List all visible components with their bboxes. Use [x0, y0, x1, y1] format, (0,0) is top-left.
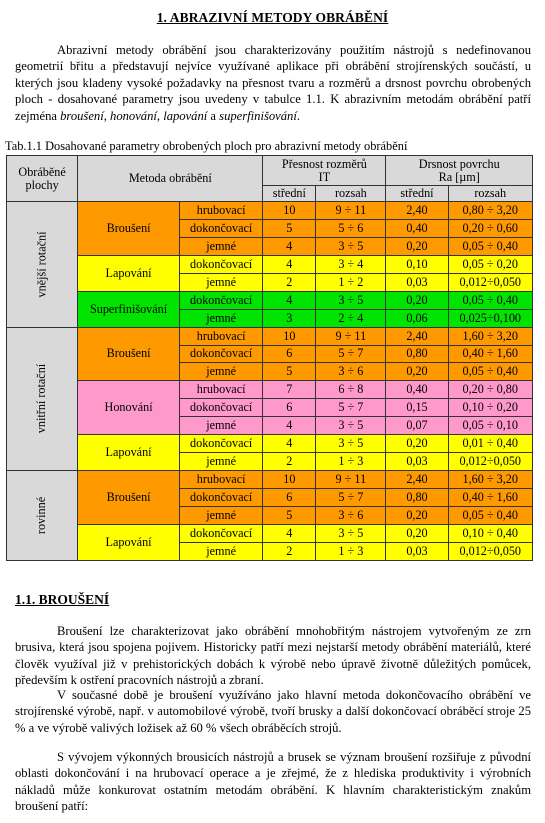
ra-mean-cell: 0,40 [386, 381, 448, 399]
ra-range-cell: 0,20 ÷ 0,60 [448, 219, 533, 237]
ra-mean-cell: 2,40 [386, 202, 448, 220]
ra-mean-cell: 0,03 [386, 453, 448, 471]
it-range-cell: 3 ÷ 6 [316, 506, 386, 524]
method-honovani: honování [110, 108, 157, 123]
it-mean-cell: 4 [263, 417, 316, 435]
it-mean-cell: 4 [263, 237, 316, 255]
method-cell: Broušení [78, 471, 180, 525]
it-range-cell: 3 ÷ 6 [316, 363, 386, 381]
it-range-cell: 6 ÷ 8 [316, 381, 386, 399]
header-surfaces: Obráběné plochy [7, 156, 78, 202]
it-mean-cell: 2 [263, 273, 316, 291]
op-cell: jemné [179, 309, 262, 327]
it-mean-cell: 10 [263, 471, 316, 489]
method-brouseni: broušení [60, 108, 104, 123]
category-label: rovinné [34, 496, 49, 535]
ra-range-cell: 0,05 ÷ 0,10 [448, 417, 533, 435]
it-range-cell: 9 ÷ 11 [316, 471, 386, 489]
op-cell: jemné [179, 273, 262, 291]
ra-mean-cell: 0,03 [386, 542, 448, 560]
intro-separator: a [207, 108, 220, 123]
ra-mean-cell: 0,20 [386, 363, 448, 381]
ra-range-cell: 0,05 ÷ 0,40 [448, 363, 533, 381]
it-range-cell: 2 ÷ 4 [316, 309, 386, 327]
table-row [7, 435, 533, 453]
ra-range-cell: 0,05 ÷ 0,40 [448, 237, 533, 255]
method-cell: Broušení [78, 327, 180, 381]
it-range-cell: 5 ÷ 6 [316, 219, 386, 237]
it-range-cell: 3 ÷ 4 [316, 255, 386, 273]
section-paragraph-2: V současné době je broušení využíváno jako hlavní metoda dokončovacího obrábění ve strojírenské výrobě, např. v automobilové výrobě, tvoří brusky a další dokončovací obráběcí stroje 25 % a ve výrobě valivých ložisek až 60 % všech obráběcích strojů. [15, 688, 531, 735]
section-paragraph-3: S vývojem výkonných brousicích nástrojů a brusek se význam broušení rozšiřuje z původní oblasti dokončování i na hrubovací operace a je zřejmé, že z hlediska produktivity i výrobních nákladů může konkurovat ostatním metodám obrábění. K hlavním charakteristickým znakům broušení patří: [15, 750, 531, 814]
method-lapovani: lapování [163, 108, 208, 123]
it-range-cell: 3 ÷ 5 [316, 524, 386, 542]
it-range-cell: 9 ÷ 11 [316, 202, 386, 220]
ra-mean-cell: 0,03 [386, 273, 448, 291]
header-method: Metoda obrábění [78, 156, 263, 202]
it-mean-cell: 10 [263, 202, 316, 220]
ra-mean-cell: 0,20 [386, 237, 448, 255]
table-row [7, 202, 533, 220]
intro-end: . [296, 108, 300, 123]
op-cell: jemné [179, 453, 262, 471]
ra-range-cell: 0,20 ÷ 0,80 [448, 381, 533, 399]
ra-mean-cell: 0,40 [386, 219, 448, 237]
op-cell: hrubovací [179, 381, 262, 399]
category-label: vnitřní rotační [34, 364, 49, 434]
method-cell: Lapování [78, 255, 180, 291]
ra-range-cell: 0,012÷0,050 [448, 453, 533, 471]
ra-mean-cell: 2,40 [386, 471, 448, 489]
ra-mean-cell: 0,10 [386, 255, 448, 273]
it-mean-cell: 5 [263, 363, 316, 381]
table-row [7, 381, 533, 399]
it-range-cell: 3 ÷ 5 [316, 237, 386, 255]
op-cell: jemné [179, 506, 262, 524]
it-mean-cell: 4 [263, 255, 316, 273]
intro-text: Abrazivní metody obrábění jsou charakterizovány použitím nástrojů s nedefinovanou geometrií břitu a představují nejvíce využívané aplikace při obrábění strojírenských součástí, u kterých jsou kladeny vysoké požadavky na přesnost tvaru a rozměrů a drsnost povrchu obrobených ploch - dosahované parametry jsou uvedeny v tabulce 1.1. K abrazivním metodám obrábění patří zejména [15, 43, 531, 123]
ra-mean-cell: 0,80 [386, 489, 448, 507]
op-cell: dokončovací [179, 435, 262, 453]
method-cell: Lapování [78, 524, 180, 560]
op-cell: hrubovací [179, 471, 262, 489]
header-it-mean: střední [263, 186, 316, 202]
ra-mean-cell: 0,20 [386, 291, 448, 309]
it-mean-cell: 2 [263, 542, 316, 560]
header-precision-unit: IT [318, 169, 331, 184]
it-mean-cell: 4 [263, 435, 316, 453]
header-precision [263, 156, 386, 186]
ra-mean-cell: 0,20 [386, 435, 448, 453]
it-range-cell: 1 ÷ 2 [316, 273, 386, 291]
it-range-cell: 1 ÷ 3 [316, 453, 386, 471]
ra-range-cell: 1,60 ÷ 3,20 [448, 471, 533, 489]
section-paragraph-1: Broušení lze charakterizovat jako obrábění mnohobřitým nástrojem vytvořeným ze zrn brusiva, která jsou spojena pojivem. Historicky patří mezi nejstarší metody obrábění materiálů, které člověk využíval již v prehistorických dobách k výrobě nebo úpravě životně důležitých pomůcek, především k ostření pracovních nástrojů a zbraní. [15, 624, 531, 688]
it-mean-cell: 6 [263, 489, 316, 507]
method-cell: Lapování [78, 435, 180, 471]
table-row [7, 471, 533, 489]
section-title: 1.1. BROUŠENÍ [15, 592, 110, 607]
method-cell: Broušení [78, 202, 180, 256]
header-precision-label: Přesnost rozměrů [281, 156, 367, 171]
category-rovinne [7, 471, 78, 561]
op-cell: dokončovací [179, 345, 262, 363]
it-range-cell: 9 ÷ 11 [316, 327, 386, 345]
it-range-cell: 3 ÷ 5 [316, 291, 386, 309]
ra-mean-cell: 0,15 [386, 399, 448, 417]
header-ra-range: rozsah [448, 186, 533, 202]
op-cell: jemné [179, 237, 262, 255]
op-cell: hrubovací [179, 202, 262, 220]
ra-range-cell: 1,60 ÷ 3,20 [448, 327, 533, 345]
op-cell: jemné [179, 542, 262, 560]
it-mean-cell: 6 [263, 345, 316, 363]
it-mean-cell: 5 [263, 506, 316, 524]
method-superfinisovani: superfinišování [219, 108, 297, 123]
ra-mean-cell: 0,20 [386, 524, 448, 542]
ra-mean-cell: 0,06 [386, 309, 448, 327]
header-ra-mean: střední [386, 186, 448, 202]
table-row [7, 327, 533, 345]
ra-range-cell: 0,025÷0,100 [448, 309, 533, 327]
ra-range-cell: 0,05 ÷ 0,40 [448, 291, 533, 309]
method-cell: Honování [78, 381, 180, 435]
it-mean-cell: 10 [263, 327, 316, 345]
it-mean-cell: 4 [263, 524, 316, 542]
ra-range-cell: 0,05 ÷ 0,40 [448, 506, 533, 524]
ra-range-cell: 0,40 ÷ 1,60 [448, 345, 533, 363]
table-row [7, 291, 533, 309]
it-range-cell: 1 ÷ 3 [316, 542, 386, 560]
it-range-cell: 3 ÷ 5 [316, 417, 386, 435]
table-row [7, 524, 533, 542]
header-it-range: rozsah [316, 186, 386, 202]
chapter-title: 1. ABRAZIVNÍ METODY OBRÁBĚNÍ [156, 10, 389, 25]
category-vnitrni-rotacni [7, 327, 78, 471]
ra-mean-cell: 0,07 [386, 417, 448, 435]
header-roughness [386, 156, 533, 186]
it-range-cell: 5 ÷ 7 [316, 489, 386, 507]
it-mean-cell: 5 [263, 219, 316, 237]
op-cell: jemné [179, 363, 262, 381]
it-mean-cell: 4 [263, 291, 316, 309]
ra-range-cell: 0,40 ÷ 1,60 [448, 489, 533, 507]
it-mean-cell: 3 [263, 309, 316, 327]
op-cell: jemné [179, 417, 262, 435]
op-cell: dokončovací [179, 219, 262, 237]
intro-separator: , [156, 108, 164, 123]
parameters-table [6, 155, 533, 561]
ra-range-cell: 0,01 ÷ 0,40 [448, 435, 533, 453]
ra-range-cell: 0,012÷0,050 [448, 273, 533, 291]
it-mean-cell: 7 [263, 381, 316, 399]
intro-paragraph [15, 42, 531, 124]
header-roughness-unit: Ra [µm] [438, 169, 480, 184]
op-cell: dokončovací [179, 524, 262, 542]
ra-mean-cell: 0,20 [386, 506, 448, 524]
op-cell: dokončovací [179, 255, 262, 273]
category-label: vnější rotační [34, 231, 49, 298]
it-mean-cell: 2 [263, 453, 316, 471]
it-mean-cell: 6 [263, 399, 316, 417]
ra-range-cell: 0,10 ÷ 0,40 [448, 524, 533, 542]
ra-range-cell: 0,012÷0,050 [448, 542, 533, 560]
category-vnejsi-rotacni [7, 202, 78, 328]
it-range-cell: 5 ÷ 7 [316, 399, 386, 417]
it-range-cell: 5 ÷ 7 [316, 345, 386, 363]
op-cell: dokončovací [179, 399, 262, 417]
ra-range-cell: 0,10 ÷ 0,20 [448, 399, 533, 417]
ra-range-cell: 0,05 ÷ 0,20 [448, 255, 533, 273]
header-roughness-label: Drsnost povrchu [418, 156, 500, 171]
ra-mean-cell: 0,80 [386, 345, 448, 363]
ra-range-cell: 0,80 ÷ 3,20 [448, 202, 533, 220]
method-cell: Superfinišování [78, 291, 180, 327]
table-row [7, 255, 533, 273]
ra-mean-cell: 2,40 [386, 327, 448, 345]
table-caption: Tab.1.1 Dosahované parametry obrobených ploch pro abrazivní metody obrábění [5, 139, 408, 153]
intro-separator: , [103, 108, 111, 123]
op-cell: dokončovací [179, 291, 262, 309]
op-cell: dokončovací [179, 489, 262, 507]
it-range-cell: 3 ÷ 5 [316, 435, 386, 453]
op-cell: hrubovací [179, 327, 262, 345]
